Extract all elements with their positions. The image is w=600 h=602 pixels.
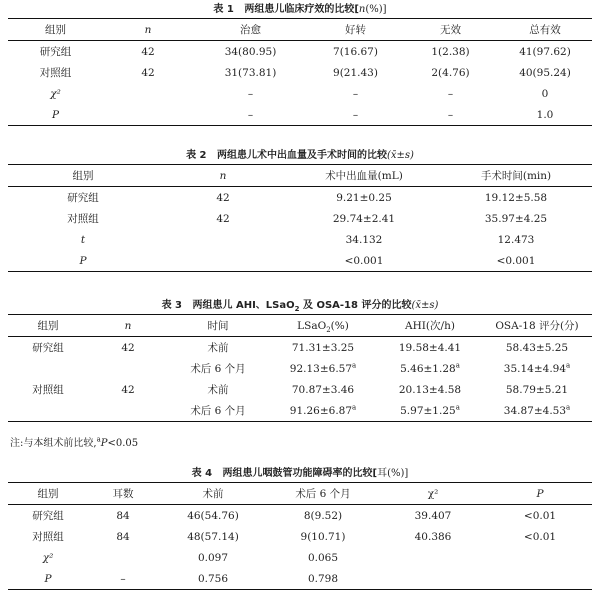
header-lsao: LSaO bbox=[297, 319, 327, 332]
bottom-rule bbox=[8, 421, 592, 422]
cell-value: 34.87±4.53 bbox=[503, 404, 567, 417]
cell: P bbox=[51, 108, 60, 121]
cell-value: 19.58±4.41 bbox=[398, 341, 462, 354]
cell bbox=[482, 342, 592, 354]
cell: 42 bbox=[121, 383, 135, 396]
table-4 bbox=[8, 466, 592, 590]
header-cell: AHI(次/h) bbox=[405, 320, 455, 332]
cell bbox=[268, 405, 378, 417]
cell-value: 71.31±3.25 bbox=[291, 341, 355, 354]
cell: P bbox=[44, 572, 52, 585]
table-row bbox=[8, 526, 592, 547]
table-3 bbox=[8, 298, 592, 422]
table-2 bbox=[8, 148, 592, 272]
cell: 9(10.71) bbox=[300, 530, 346, 543]
header-cell: OSA-18 评分(分) bbox=[495, 320, 579, 332]
cell-value: 58.43±5.25 bbox=[505, 341, 569, 354]
bottom-rule bbox=[8, 125, 592, 126]
cell bbox=[482, 363, 592, 375]
table-3-caption bbox=[8, 298, 592, 314]
header-cell: 组别 bbox=[37, 488, 59, 500]
caption-number: 表 1 bbox=[213, 4, 234, 15]
table-row bbox=[8, 104, 592, 125]
table-row bbox=[8, 250, 592, 271]
header-cell: 手术时间(min) bbox=[480, 170, 552, 182]
cell bbox=[268, 363, 378, 375]
cell: 0.756 bbox=[197, 572, 229, 585]
cell: 7(16.67) bbox=[333, 45, 378, 58]
table-header-row bbox=[8, 165, 592, 186]
cell: 0.065 bbox=[307, 551, 339, 564]
table-row bbox=[8, 568, 592, 589]
table-4-caption bbox=[8, 466, 592, 482]
cell: 8(9.52) bbox=[303, 509, 343, 522]
cell bbox=[378, 363, 482, 375]
table-3-note bbox=[10, 434, 138, 449]
cell: – bbox=[247, 108, 254, 121]
cell bbox=[378, 405, 482, 417]
caption-number: 表 4 bbox=[191, 468, 213, 479]
bottom-rule bbox=[8, 589, 592, 590]
note-text: 注:与本组术前比较, bbox=[10, 438, 97, 449]
cell-sup: a bbox=[352, 403, 357, 411]
note-sup: a bbox=[96, 435, 101, 444]
cell: <0.01 bbox=[523, 509, 557, 522]
cell: 84 bbox=[116, 530, 130, 543]
cell: 42 bbox=[141, 45, 155, 58]
caption-title: 两组患儿术中出血量及手术时间的比较 bbox=[216, 150, 387, 161]
cell: 1.0 bbox=[536, 108, 554, 121]
table-row bbox=[8, 358, 592, 379]
cell: <0.001 bbox=[496, 254, 536, 267]
cell-value: 5.46±1.28 bbox=[400, 362, 456, 375]
cell: 研究组 bbox=[39, 46, 72, 58]
cell: t bbox=[80, 233, 86, 246]
cell: 35.97±4.25 bbox=[484, 212, 548, 225]
table-row bbox=[8, 505, 592, 526]
caption-n: n bbox=[358, 4, 366, 15]
header-cell: P bbox=[536, 487, 544, 500]
caption-title: 两组患儿临床疗效的比较[ bbox=[244, 4, 359, 15]
caption-tail: (x̄±s) bbox=[386, 150, 414, 161]
caption-tail: (x̄±s) bbox=[411, 300, 439, 311]
cell: 12.473 bbox=[497, 233, 535, 246]
cell: 对照组 bbox=[67, 213, 99, 225]
header-cell: n bbox=[144, 23, 152, 36]
table-header-row bbox=[8, 315, 592, 336]
cell: <0.001 bbox=[344, 254, 384, 267]
cell: 42 bbox=[216, 212, 230, 225]
caption-number: 表 2 bbox=[186, 150, 207, 161]
note-suffix: <0.05 bbox=[107, 438, 139, 449]
cell: 29.74±2.41 bbox=[332, 212, 396, 225]
cell: 42 bbox=[121, 341, 135, 354]
cell: χ² bbox=[50, 87, 61, 100]
header-cell bbox=[268, 320, 378, 332]
cell: 19.12±5.58 bbox=[484, 191, 548, 204]
table-row bbox=[8, 229, 592, 250]
cell: 研究组 bbox=[67, 192, 99, 204]
cell: 42 bbox=[216, 191, 230, 204]
cell: 1(2.38) bbox=[431, 45, 470, 58]
header-cell: 术前 bbox=[202, 488, 224, 500]
header-cell: χ² bbox=[427, 487, 439, 500]
cell-sup: a bbox=[455, 403, 460, 411]
cell: – bbox=[352, 108, 359, 121]
cell: 术后 6 个月 bbox=[190, 363, 246, 375]
cell: 0.798 bbox=[307, 572, 339, 585]
table-row bbox=[8, 400, 592, 421]
header-cell: 总有效 bbox=[529, 24, 561, 36]
table-1-caption bbox=[8, 2, 592, 18]
cell: 40.386 bbox=[414, 530, 452, 543]
cell bbox=[378, 384, 482, 396]
cell: 研究组 bbox=[32, 510, 64, 522]
cell: 0.097 bbox=[197, 551, 229, 564]
cell-sup: a bbox=[352, 361, 357, 369]
header-cell: 好转 bbox=[345, 24, 366, 36]
cell-value: 58.79±5.21 bbox=[505, 383, 569, 396]
cell-sup: a bbox=[455, 361, 460, 369]
cell: 术前 bbox=[207, 384, 229, 396]
header-cell: 组别 bbox=[37, 320, 59, 332]
cell: χ² bbox=[42, 551, 54, 564]
table-row bbox=[8, 547, 592, 568]
header-cell: 耳数 bbox=[112, 488, 134, 500]
cell-value: 91.26±6.87 bbox=[289, 404, 353, 417]
table-1 bbox=[8, 2, 592, 126]
caption-title: 两组患儿 AHI、LSaO bbox=[192, 300, 295, 311]
table-row bbox=[8, 41, 592, 62]
caption-subscript: 2 bbox=[294, 305, 300, 313]
cell bbox=[268, 342, 378, 354]
header-cell: 无效 bbox=[440, 24, 461, 36]
cell bbox=[482, 384, 592, 396]
cell: 研究组 bbox=[32, 342, 64, 354]
table-row bbox=[8, 187, 592, 208]
cell: 对照组 bbox=[32, 384, 64, 396]
cell-sup: a bbox=[566, 361, 571, 369]
cell-value: 5.97±1.25 bbox=[400, 404, 456, 417]
cell: 34(80.95) bbox=[224, 45, 277, 58]
header-cell: 组别 bbox=[72, 170, 94, 182]
cell: 9.21±0.25 bbox=[336, 191, 392, 204]
header-cell: 术后 6 个月 bbox=[295, 488, 351, 500]
cell: 41(97.62) bbox=[519, 45, 571, 58]
cell: 39.407 bbox=[414, 509, 452, 522]
table-row bbox=[8, 337, 592, 358]
cell: 术后 6 个月 bbox=[190, 405, 246, 417]
table-2-caption bbox=[8, 148, 592, 164]
cell bbox=[378, 342, 482, 354]
header-cell: 术中出血量(mL) bbox=[325, 170, 403, 182]
caption-mid: 耳 bbox=[377, 468, 388, 479]
header-cell: n bbox=[219, 169, 227, 182]
caption-number: 表 3 bbox=[161, 300, 183, 311]
cell bbox=[268, 384, 378, 396]
table-row bbox=[8, 379, 592, 400]
cell: 对照组 bbox=[32, 531, 64, 543]
caption-title-cont: 及 OSA-18 评分的比较 bbox=[299, 300, 412, 311]
cell: 0 bbox=[541, 87, 549, 100]
cell: <0.01 bbox=[523, 530, 557, 543]
header-cell: n bbox=[124, 319, 132, 332]
cell-value: 35.14±4.94 bbox=[503, 362, 567, 375]
table-row bbox=[8, 62, 592, 83]
table-header-row bbox=[8, 483, 592, 504]
caption-tail: (%)] bbox=[365, 4, 387, 15]
cell: – bbox=[447, 87, 454, 100]
table-header-row bbox=[8, 19, 592, 40]
cell-value: 70.87±3.46 bbox=[291, 383, 355, 396]
cell: – bbox=[247, 87, 254, 100]
cell bbox=[482, 405, 592, 417]
cell: 84 bbox=[116, 509, 130, 522]
bottom-rule bbox=[8, 271, 592, 272]
header-cell: 治愈 bbox=[240, 24, 261, 36]
caption-title: 两组患儿咽鼓管功能障碍率的比较[ bbox=[222, 468, 378, 479]
cell: 31(73.81) bbox=[224, 66, 277, 79]
cell: 42 bbox=[141, 66, 155, 79]
cell: 48(57.14) bbox=[187, 530, 239, 543]
cell: 40(95.24) bbox=[519, 66, 571, 79]
cell: 2(4.76) bbox=[431, 66, 470, 79]
cell: – bbox=[352, 87, 359, 100]
header-lsao-unit: (%) bbox=[330, 319, 349, 332]
header-cell: 时间 bbox=[207, 320, 229, 332]
header-cell: 组别 bbox=[45, 24, 66, 36]
cell: P bbox=[79, 254, 87, 267]
cell: 34.132 bbox=[345, 233, 383, 246]
cell-sup: a bbox=[566, 403, 571, 411]
cell-value: 92.13±6.57 bbox=[289, 362, 353, 375]
table-row bbox=[8, 208, 592, 229]
note-p: P bbox=[100, 438, 108, 449]
caption-tail: (%)] bbox=[387, 468, 409, 479]
cell: – bbox=[447, 108, 454, 121]
cell: 对照组 bbox=[39, 67, 72, 79]
cell: 46(54.76) bbox=[187, 509, 239, 522]
cell: 术前 bbox=[207, 342, 229, 354]
cell: – bbox=[120, 572, 126, 585]
table-row bbox=[8, 83, 592, 104]
header-lsao-sub: 2 bbox=[326, 325, 331, 334]
cell-value: 20.13±4.58 bbox=[398, 383, 462, 396]
cell: 9(21.43) bbox=[333, 66, 378, 79]
